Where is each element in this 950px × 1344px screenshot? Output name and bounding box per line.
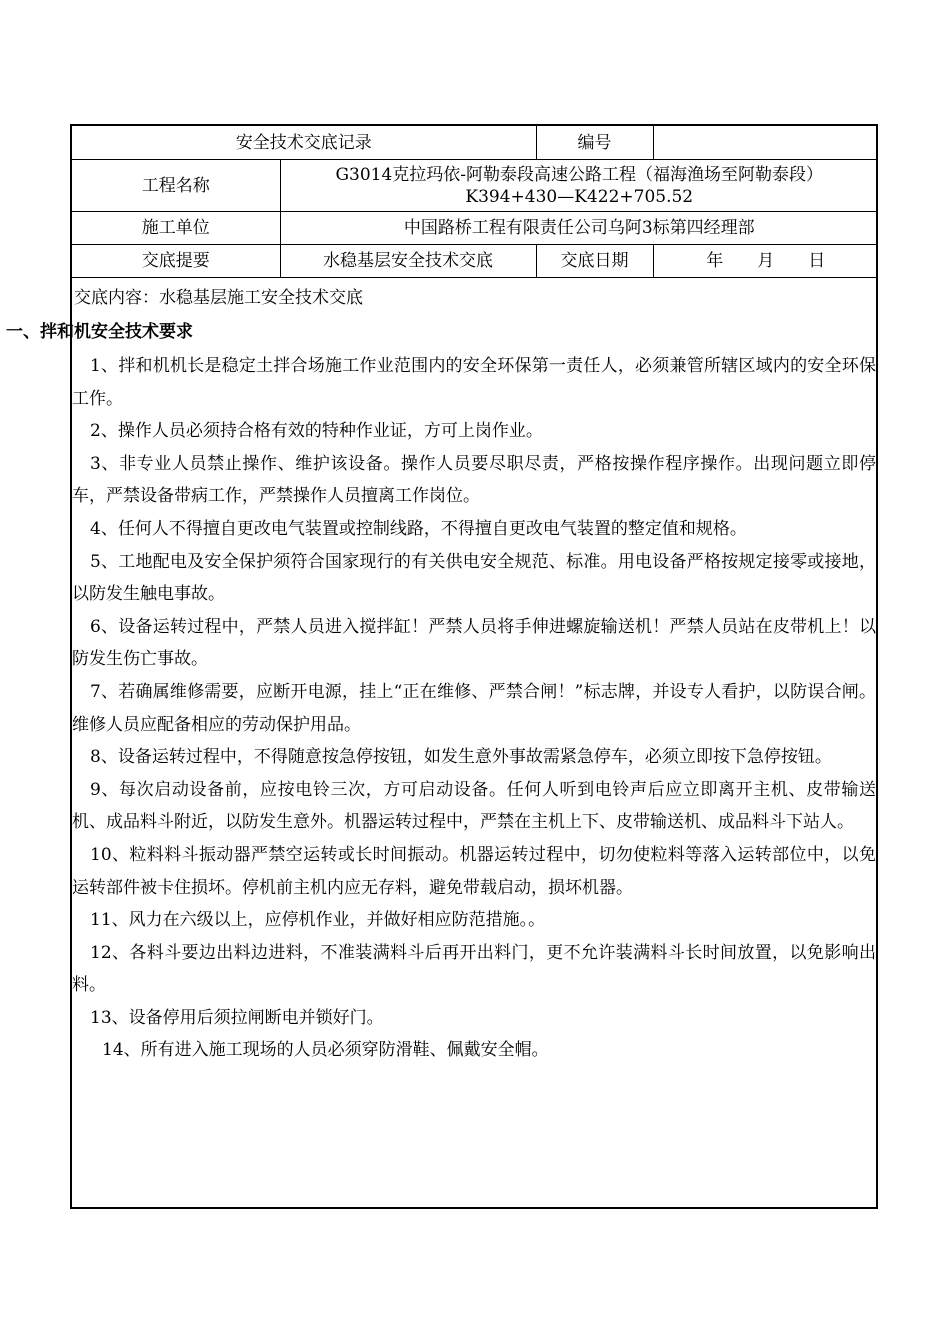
project-name-line1: G3014克拉玛依-阿勒泰段高速公路工程（福海渔场至阿勒泰段） [335, 164, 824, 185]
requirements-list [72, 350, 878, 1067]
requirement-item: 10、粒料料斗振动器严禁空运转或长时间振动。机器运转过程中，切勿使粒料等落入运转部位中，以免运转部件被卡住损坏。停机前主机内应无存料，避免带载启动，损坏机器。 [72, 844, 876, 898]
date-year: 年 [706, 251, 724, 271]
content-intro: 交底内容：水稳基层施工安全技术交底 [74, 288, 363, 308]
date-value [653, 245, 878, 278]
project-label: 工程名称 [72, 160, 280, 212]
requirement-item: 9、每次启动设备前，应按电铃三次，方可启动设备。任何人听到电铃声后应立即离开主机、皮带输送机、成品料斗附近，以防发生意外。机器运转过程中，严禁在主机上下、皮带输送机、成品料斗下站人。 [72, 779, 876, 833]
requirement-item: 1、拌和机机长是稳定土拌合场施工作业范围内的安全环保第一责任人，必须兼管所辖区域内的安全环保工作。 [72, 356, 876, 409]
section-title: 一、拌和机安全技术要求 [6, 322, 193, 342]
requirement-item: 4、任何人不得擅自更改电气装置或控制线路，不得擅自更改电气装置的整定值和规格。 [90, 518, 747, 539]
requirement-item: 5、工地配电及安全保护须符合国家现行的有关供电安全规范、标准。用电设备严格按规定接零或接地，以防发生触电事故。 [72, 551, 876, 605]
summary-label: 交底提要 [72, 245, 280, 278]
requirement-item: 6、设备运转过程中，严禁人员进入搅拌缸！严禁人员将手伸进螺旋输送机！严禁人员站在皮带机上！以防发生伤亡事故。 [72, 616, 876, 670]
requirement-item: 3、非专业人员禁止操作、维护该设备。操作人员要尽职尽责，严格按操作程序操作。出现问题立即停车，严禁设备带病工作，严禁操作人员擅离工作岗位。 [72, 453, 876, 507]
requirement-item: 12、各料斗要边出料边进料，不准装满料斗后再开出料门，更不允许装满料斗长时间放置，以免影响出料。 [72, 942, 876, 996]
record-title: 安全技术交底记录 [72, 126, 536, 160]
requirement-item: 2、操作人员必须持合格有效的特种作业证，方可上岗作业。 [90, 421, 543, 442]
number-label: 编号 [536, 126, 653, 160]
header-table [72, 126, 878, 278]
summary-value: 水稳基层安全技术交底 [280, 245, 536, 278]
date-label: 交底日期 [536, 245, 653, 278]
safety-briefing-form [6, 124, 878, 1209]
unit-label: 施工单位 [72, 212, 280, 245]
requirement-item: 14、所有进入施工现场的人员必须穿防滑鞋、佩戴安全帽。 [102, 1040, 549, 1061]
unit-value: 中国路桥工程有限责任公司乌阿3标第四经理部 [280, 212, 878, 245]
requirement-item: 7、若确属维修需要，应断开电源，挂上“正在维修、严禁合闸！”标志牌，并设专人看护，以防误合闸。维修人员应配备相应的劳动保护用品。 [72, 681, 876, 735]
number-value [653, 126, 878, 160]
date-day: 日 [808, 251, 826, 271]
project-name-line2: K394+430—K422+705.52 [465, 186, 694, 207]
requirement-item: 13、设备停用后须拉闸断电并锁好门。 [90, 1007, 384, 1028]
requirement-item: 8、设备运转过程中，不得随意按急停按钮，如发生意外事故需紧急停车，必须立即按下急停按钮。 [90, 747, 832, 768]
project-name [280, 160, 878, 212]
date-month: 月 [757, 251, 775, 271]
requirement-item: 11、风力在六级以上，应停机作业，并做好相应防范措施。。 [90, 910, 546, 931]
